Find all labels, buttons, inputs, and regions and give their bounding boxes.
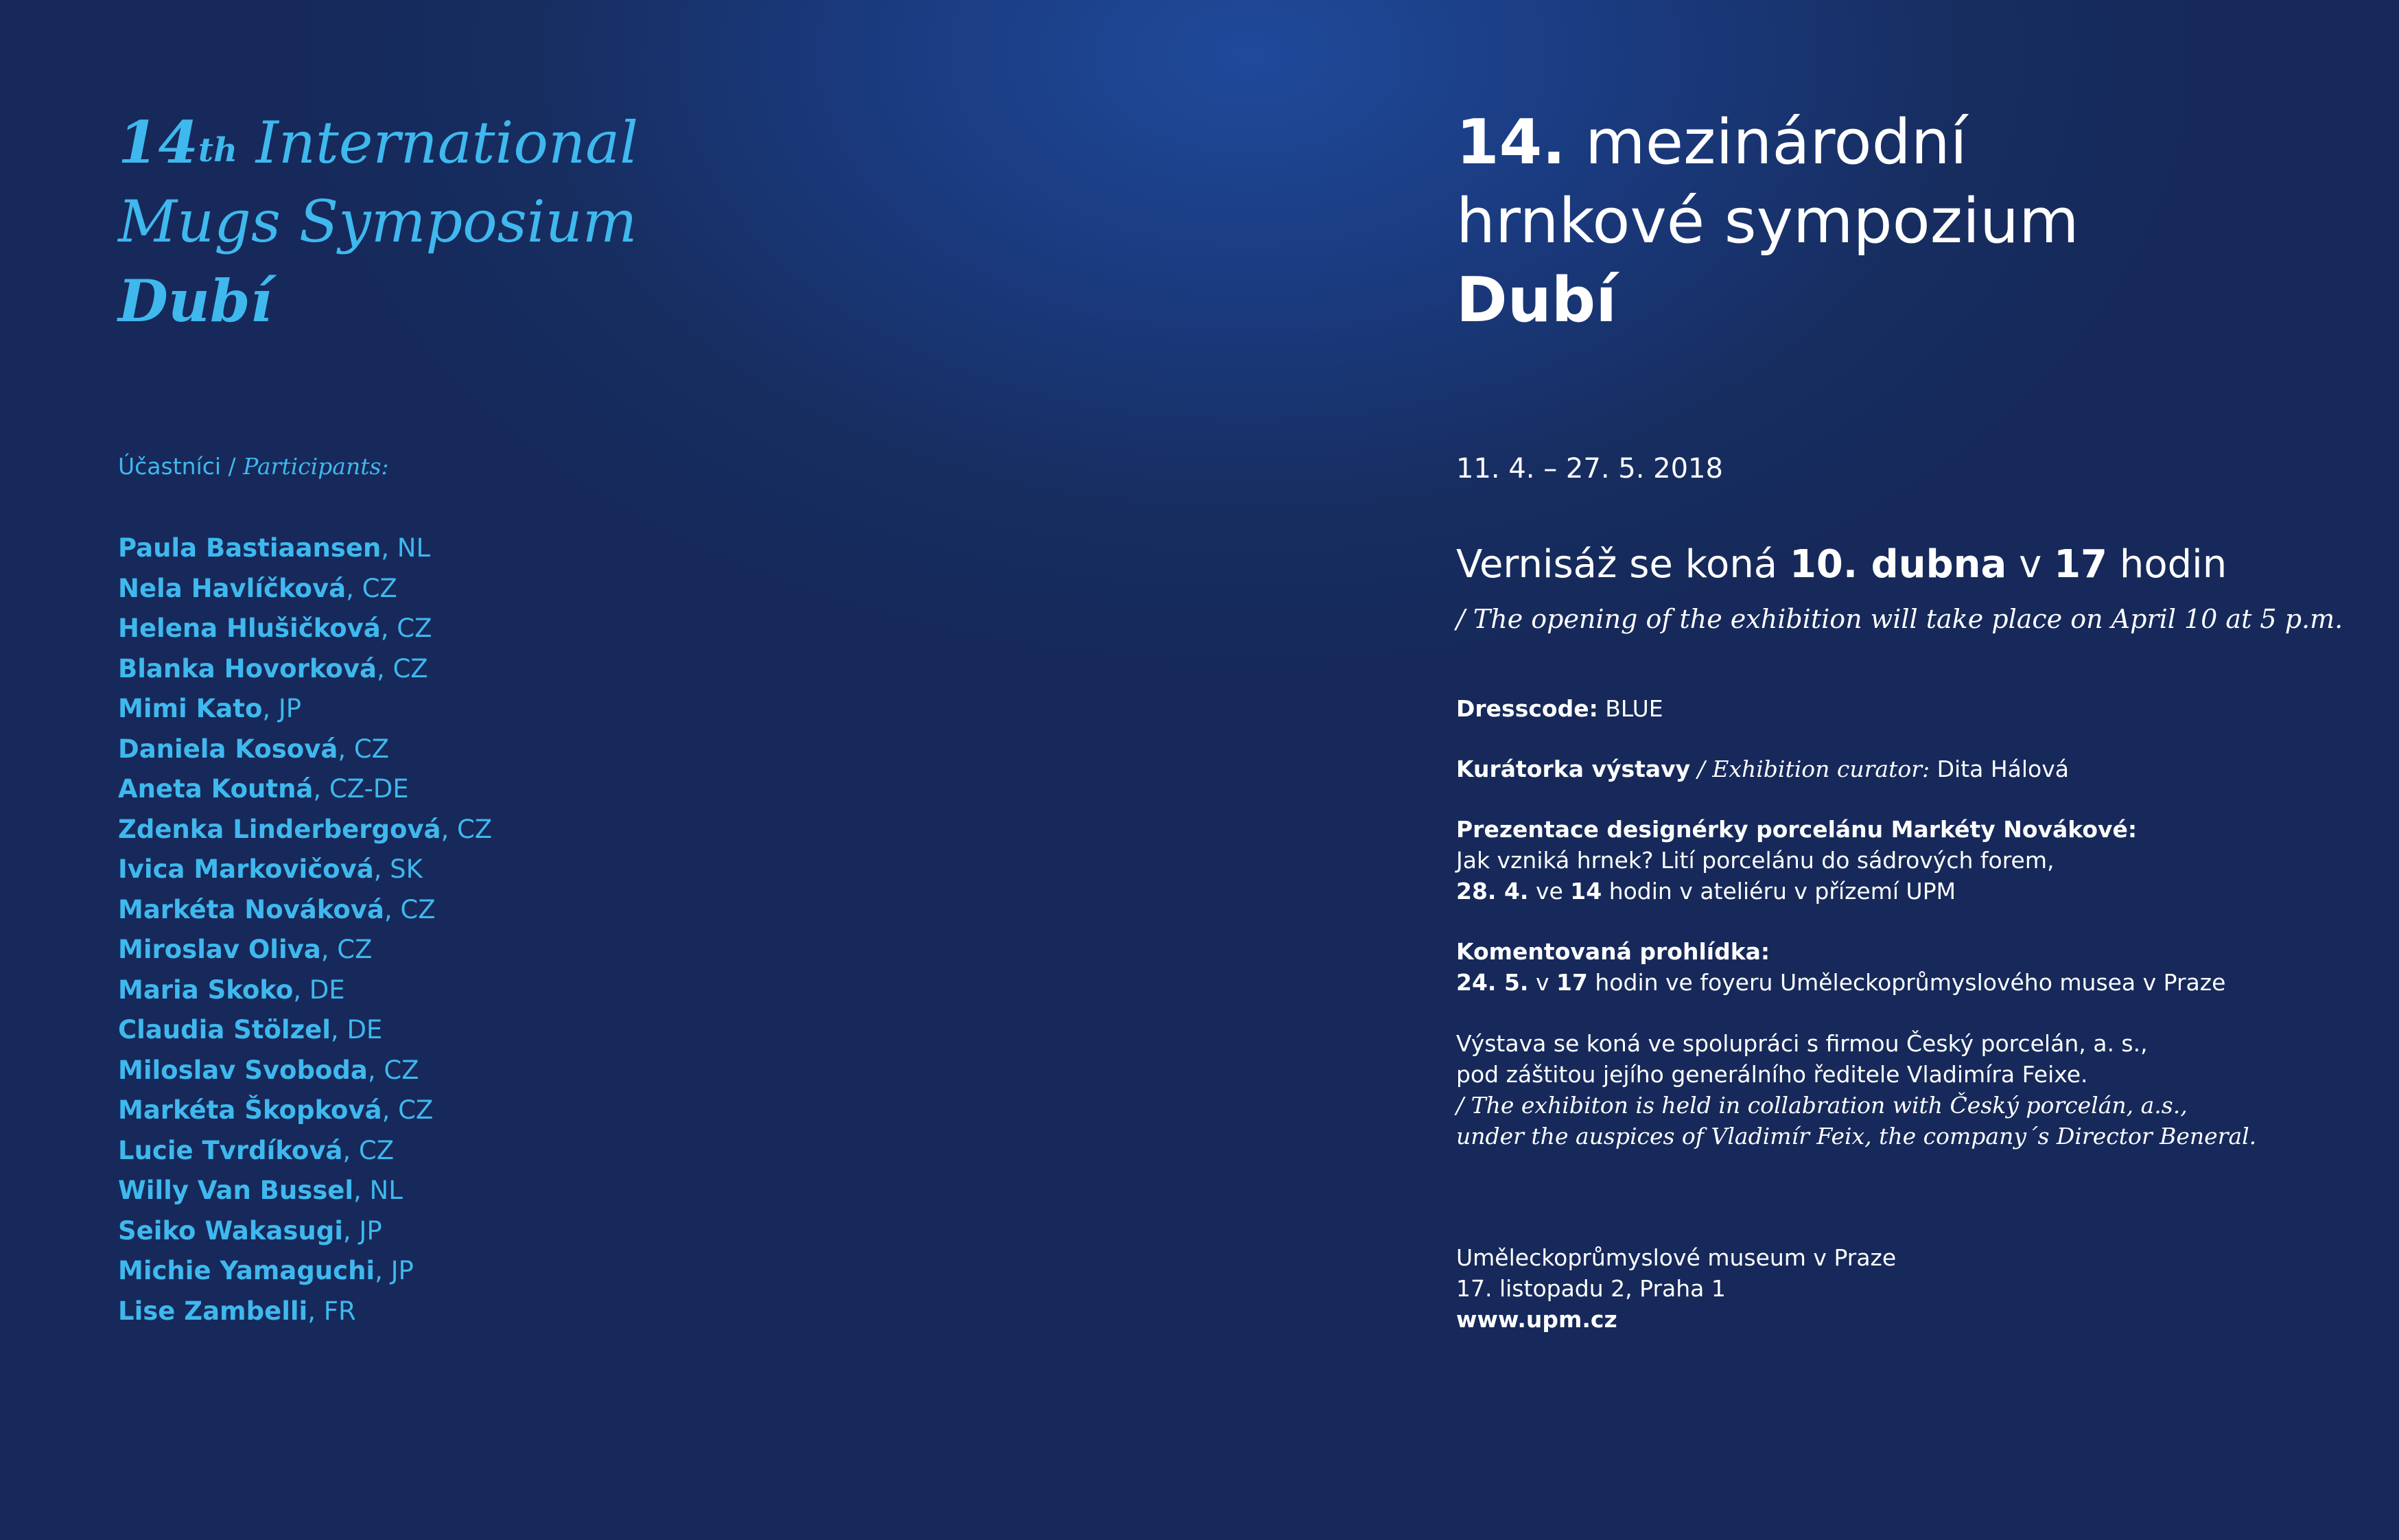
participant-item xyxy=(118,1131,492,1171)
participant-name: Markéta Nováková xyxy=(118,894,384,924)
participant-name: Lucie Tvrdíková xyxy=(118,1135,343,1165)
participant-name: Markéta Škopková xyxy=(118,1095,382,1125)
vernissage-text: Vernisáž se koná xyxy=(1456,542,1790,587)
participant-country: , JP xyxy=(262,694,302,723)
participant-item xyxy=(118,609,492,649)
participant-country: , DE xyxy=(293,975,345,1005)
participant-country: , CZ xyxy=(380,614,432,643)
participant-country: , CZ xyxy=(376,653,428,684)
cooperation-block xyxy=(1456,1028,2256,1152)
participant-item xyxy=(118,1211,492,1252)
title-place: Dubí xyxy=(118,267,272,335)
title-word-international: International xyxy=(255,109,639,176)
vernissage-line xyxy=(1456,542,2227,587)
cz-title-place: Dubí xyxy=(1456,264,1617,336)
participant-item xyxy=(118,730,492,770)
participant-country: , CZ xyxy=(346,573,397,603)
participant-country: , SK xyxy=(373,854,423,884)
cz-title-number: 14. xyxy=(1456,106,1566,178)
participant-country: , CZ-DE xyxy=(313,774,409,804)
participant-item xyxy=(118,970,492,1011)
english-title-line1 xyxy=(118,103,1147,183)
participant-item xyxy=(118,689,492,730)
cooperation-en-line2: under the auspices of Vladimír Feix, the company´s Director Beneral. xyxy=(1456,1123,2257,1150)
participant-item xyxy=(118,1051,492,1091)
presentation-when xyxy=(1456,876,2137,907)
participant-name: Miroslav Oliva xyxy=(118,935,321,964)
cooperation-line1: Výstava se koná ve spolupráci s firmou Český porcelán, a. s., xyxy=(1456,1030,2148,1057)
participant-country: , CZ xyxy=(342,1135,395,1165)
participants-list xyxy=(118,528,492,1331)
czech-title-line2: hrnkové sympozium xyxy=(1456,185,2079,257)
curator-line xyxy=(1456,754,2069,784)
participant-country: , JP xyxy=(342,1215,382,1246)
participant-country: , CZ xyxy=(320,935,373,964)
curator-label: Kurátorka výstavy xyxy=(1456,756,1691,782)
title-number: 14 xyxy=(118,108,198,176)
participants-heading-cz: Účastníci / xyxy=(118,453,244,480)
participant-item xyxy=(118,1251,492,1292)
participant-name: Paula Bastiaansen xyxy=(118,533,382,563)
cz-title-word: mezinárodní xyxy=(1585,106,1967,178)
participants-heading-en: Participants: xyxy=(243,453,389,480)
participant-country: , CZ xyxy=(441,814,493,844)
participant-country: , FR xyxy=(307,1296,356,1326)
participant-country: , DE xyxy=(330,1015,383,1045)
participant-item xyxy=(118,1171,492,1211)
participant-item xyxy=(118,1090,492,1131)
participant-item xyxy=(118,1010,492,1051)
vernissage-date: 10. dubna xyxy=(1789,542,2007,587)
museum-name: Uměleckoprůmyslové museum v Praze xyxy=(1456,1244,1897,1271)
participant-item xyxy=(118,850,492,890)
participant-name: Claudia Stölzel xyxy=(118,1015,331,1045)
participant-item xyxy=(118,930,492,970)
dresscode-line xyxy=(1456,693,1663,724)
presentation-block xyxy=(1456,814,2137,907)
participant-item xyxy=(118,769,492,810)
participant-country: , CZ xyxy=(384,894,436,924)
czech-title-line1 xyxy=(1456,103,2348,182)
presentation-place: hodin v ateliéru v přízemí UPM xyxy=(1602,878,1956,905)
english-title-line3 xyxy=(118,261,1147,341)
dresscode-label: Dresscode: xyxy=(1456,695,1598,722)
presentation-ve: ve xyxy=(1528,878,1571,905)
tour-v: v xyxy=(1528,969,1556,996)
presentation-title: Prezentace designérky porcelánu Markéty Novákové: xyxy=(1456,816,2138,843)
address-block xyxy=(1456,1242,1896,1335)
tour-hour: 17 xyxy=(1556,969,1588,996)
participant-name: Miloslav Svoboda xyxy=(118,1055,368,1085)
participant-item xyxy=(118,528,492,569)
participant-name: Helena Hlušičková xyxy=(118,614,381,643)
czech-title xyxy=(1456,103,2348,340)
presentation-description: Jak vzniká hrnek? Lití porcelánu do sádrových forem, xyxy=(1456,847,2055,874)
participant-item xyxy=(118,1292,492,1332)
participant-name: Zdenka Linderbergová xyxy=(118,814,441,844)
vernissage-hour: 17 xyxy=(2054,542,2108,587)
curator-label-en: / Exhibition curator: xyxy=(1690,756,1930,782)
participant-country: , CZ xyxy=(367,1055,419,1085)
participant-name: Seiko Wakasugi xyxy=(118,1215,343,1246)
tour-place: hodin ve foyeru Uměleckoprůmyslového musea v Praze xyxy=(1587,969,2226,996)
participant-country: , NL xyxy=(381,533,431,563)
participant-name: Maria Skoko xyxy=(118,975,294,1005)
participant-name: Blanka Hovorková xyxy=(118,653,377,684)
vernissage-hodin: hodin xyxy=(2107,542,2227,587)
participant-name: Mimi Kato xyxy=(118,694,263,723)
vernissage-v: v xyxy=(2006,542,2055,587)
participant-item xyxy=(118,890,492,931)
cooperation-en-line1: / The exhibiton is held in collabration with Český porcelán, a.s., xyxy=(1456,1092,2188,1119)
right-column xyxy=(1456,103,2348,1333)
participant-name: Aneta Koutná xyxy=(118,774,314,804)
participant-country: , CZ xyxy=(382,1095,434,1125)
exhibition-dates: 11. 4. – 27. 5. 2018 xyxy=(1456,453,1723,485)
participant-item xyxy=(118,649,492,690)
opening-english: / The opening of the exhibition will take place on April 10 at 5 p.m. xyxy=(1456,604,2343,634)
participant-country: , CZ xyxy=(338,734,390,764)
museum-address: 17. listopadu 2, Praha 1 xyxy=(1456,1275,1726,1302)
presentation-date: 28. 4. xyxy=(1456,878,1529,905)
czech-title-line3 xyxy=(1456,261,2348,340)
cooperation-line2: pod záštitou jejího generálního ředitele Vladimíra Feixe. xyxy=(1456,1061,2088,1088)
title-ordinal-suffix: th xyxy=(198,131,237,170)
tour-date: 24. 5. xyxy=(1456,969,1529,996)
participant-item xyxy=(118,810,492,850)
participants-heading xyxy=(118,453,389,480)
tour-block xyxy=(1456,936,2225,998)
participant-name: Lise Zambelli xyxy=(118,1296,308,1326)
participant-item xyxy=(118,569,492,609)
curator-name: Dita Hálová xyxy=(1930,756,2069,782)
participant-name: Nela Havlíčková xyxy=(118,573,347,603)
tour-when xyxy=(1456,967,2225,998)
participant-name: Michie Yamaguchi xyxy=(118,1256,375,1285)
participant-country: , NL xyxy=(353,1176,403,1205)
presentation-hour: 14 xyxy=(1570,878,1602,905)
english-title-line2: Mugs Symposium xyxy=(118,188,637,255)
participant-name: Ivica Markovičová xyxy=(118,854,374,884)
tour-title: Komentovaná prohlídka: xyxy=(1456,938,1770,965)
left-column xyxy=(118,103,1147,1326)
participant-name: Daniela Kosová xyxy=(118,734,338,764)
participant-country: , JP xyxy=(375,1256,414,1285)
museum-website-link[interactable]: www.upm.cz xyxy=(1456,1306,1617,1333)
participant-name: Willy Van Bussel xyxy=(118,1176,354,1205)
english-title xyxy=(118,103,1147,341)
dresscode-value: BLUE xyxy=(1598,695,1663,722)
